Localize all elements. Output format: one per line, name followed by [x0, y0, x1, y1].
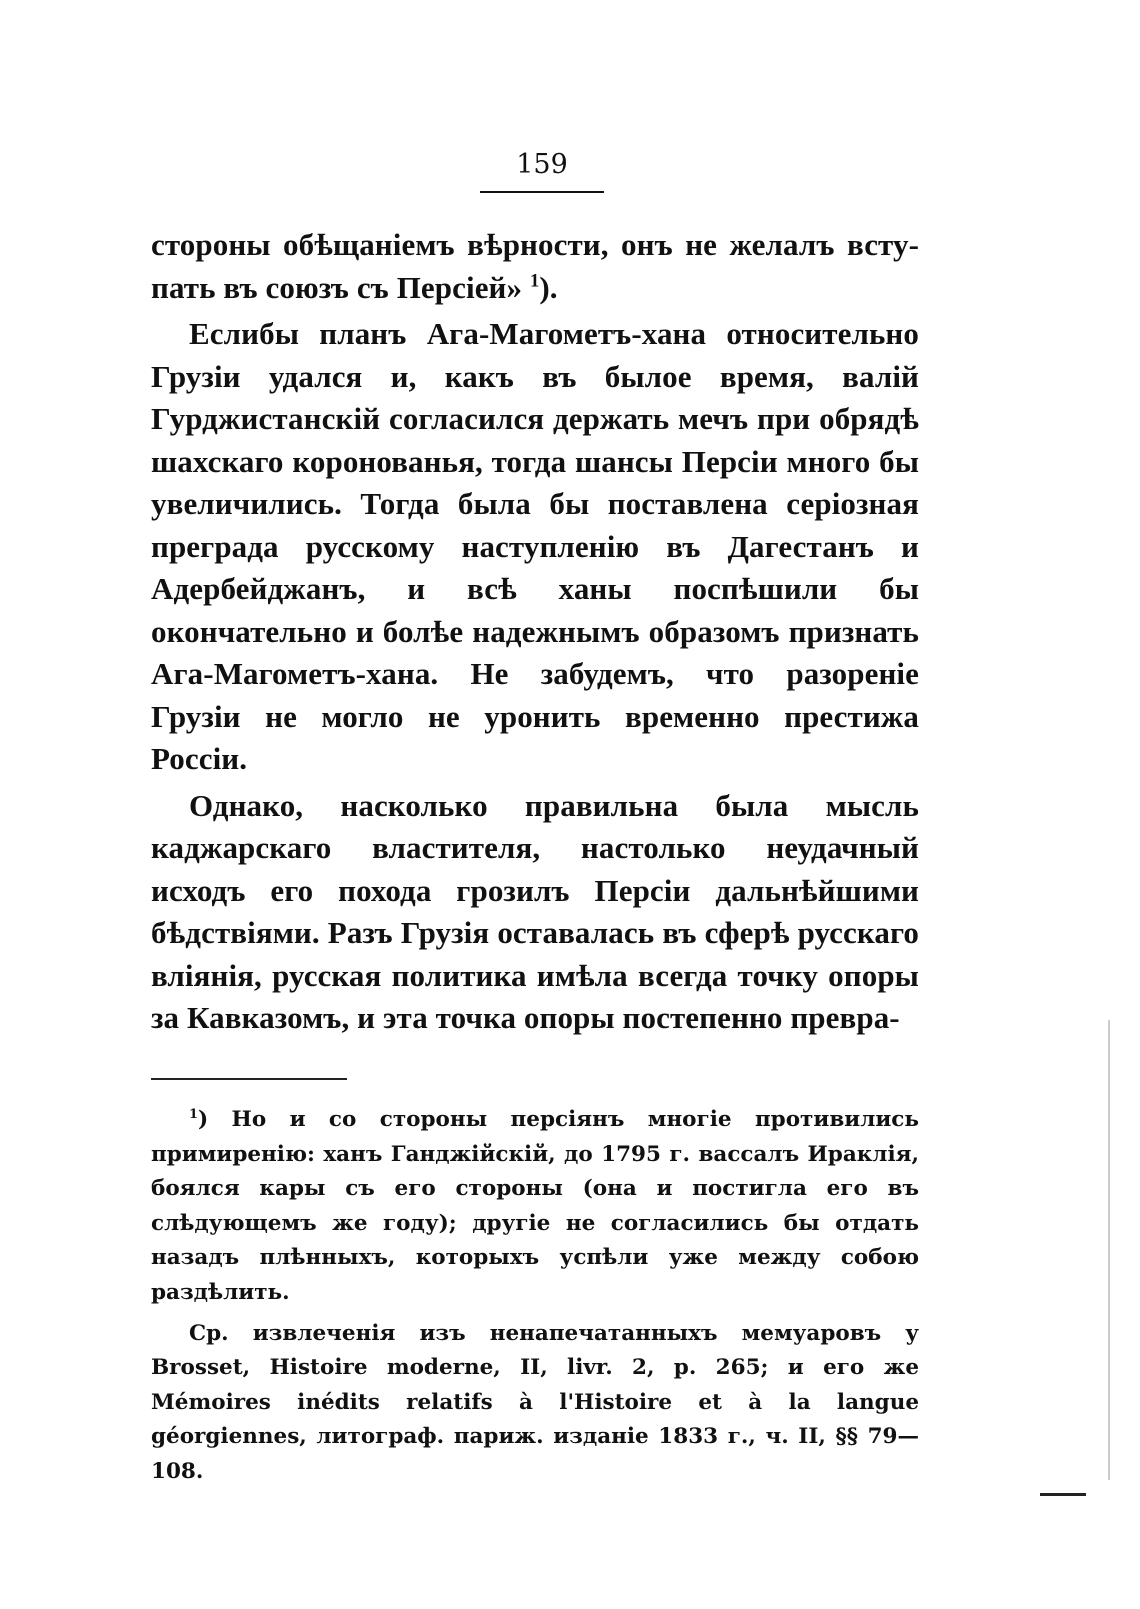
footnote-rule: [151, 1078, 347, 1080]
paragraph: Еслибы планъ Ага-Магометъ-хана относительно Грузіи удался и, какъ въ былое время, валій Гурджистанскій согласился держать мечъ при обрядѣ шахскаго коронованья, тогда шансы Персіи много бы увеличились. Тогда была бы поставлена серіозная преграда русскому наступленію въ Дагестанъ и Адербейджанъ, и всѣ ханы поспѣшили бы окончательно и болѣе надежнымъ образомъ признать Ага-Магометъ-хана. Не забудемъ, что разореніе Грузіи не могло не уронить временно престижа Россіи.: [151, 316, 919, 776]
header-rule: [480, 191, 604, 193]
scan-margin-mark: [1040, 1493, 1086, 1496]
main-text: [151, 224, 919, 1044]
page-number: 159: [516, 149, 568, 180]
paragraph-text-end: ).: [539, 269, 558, 305]
footnotes: [151, 1103, 919, 1496]
footnote-reference-text: Ср. извлеченія изъ ненапечатанныхъ мемуаровъ у Brosset, Histoire moderne, II, livr. 2, p. 265; и его же Mémoires inédits relatifs à l'Histoire et à la langue géorgiennes, литограф. париж. изданіе 1833 г., ч. II, §§ 79—108.: [151, 1320, 919, 1484]
footnote-text: ) Но и со стороны персіянъ многіе противились примиренію: ханъ Ганджійскій, до 1795 г. вассалъ Ираклія, боялся кары съ его стороны (она и постигла его въ слѣдующемъ же году); другіе не согласились бы отдать назадъ плѣнныхъ, которыхъ успѣли уже между собою раздѣлить.: [151, 1107, 919, 1305]
paragraph-continued: [151, 224, 919, 309]
paragraph-text: стороны обѣщаніемъ вѣрности, онъ не желалъ всту-пать въ союзъ съ Персіей»: [151, 227, 919, 305]
scan-margin-mark: [1108, 1020, 1110, 1480]
footnote-reference: 1: [529, 270, 540, 292]
paragraph: Однако, насколько правильна была мысль каджарскаго властителя, настолько неудачный исходъ его похода грозилъ Персіи дальнѣйшими бѣдствіями. Разъ Грузія оставалась въ сферѣ русскаго вліянія, русская политика имѣла всегда точку опоры за Кавказомъ, и эта точка опоры постепенно превра-: [151, 787, 919, 1035]
footnote: [151, 1103, 919, 1311]
footnote-marker: 1: [189, 1106, 198, 1122]
